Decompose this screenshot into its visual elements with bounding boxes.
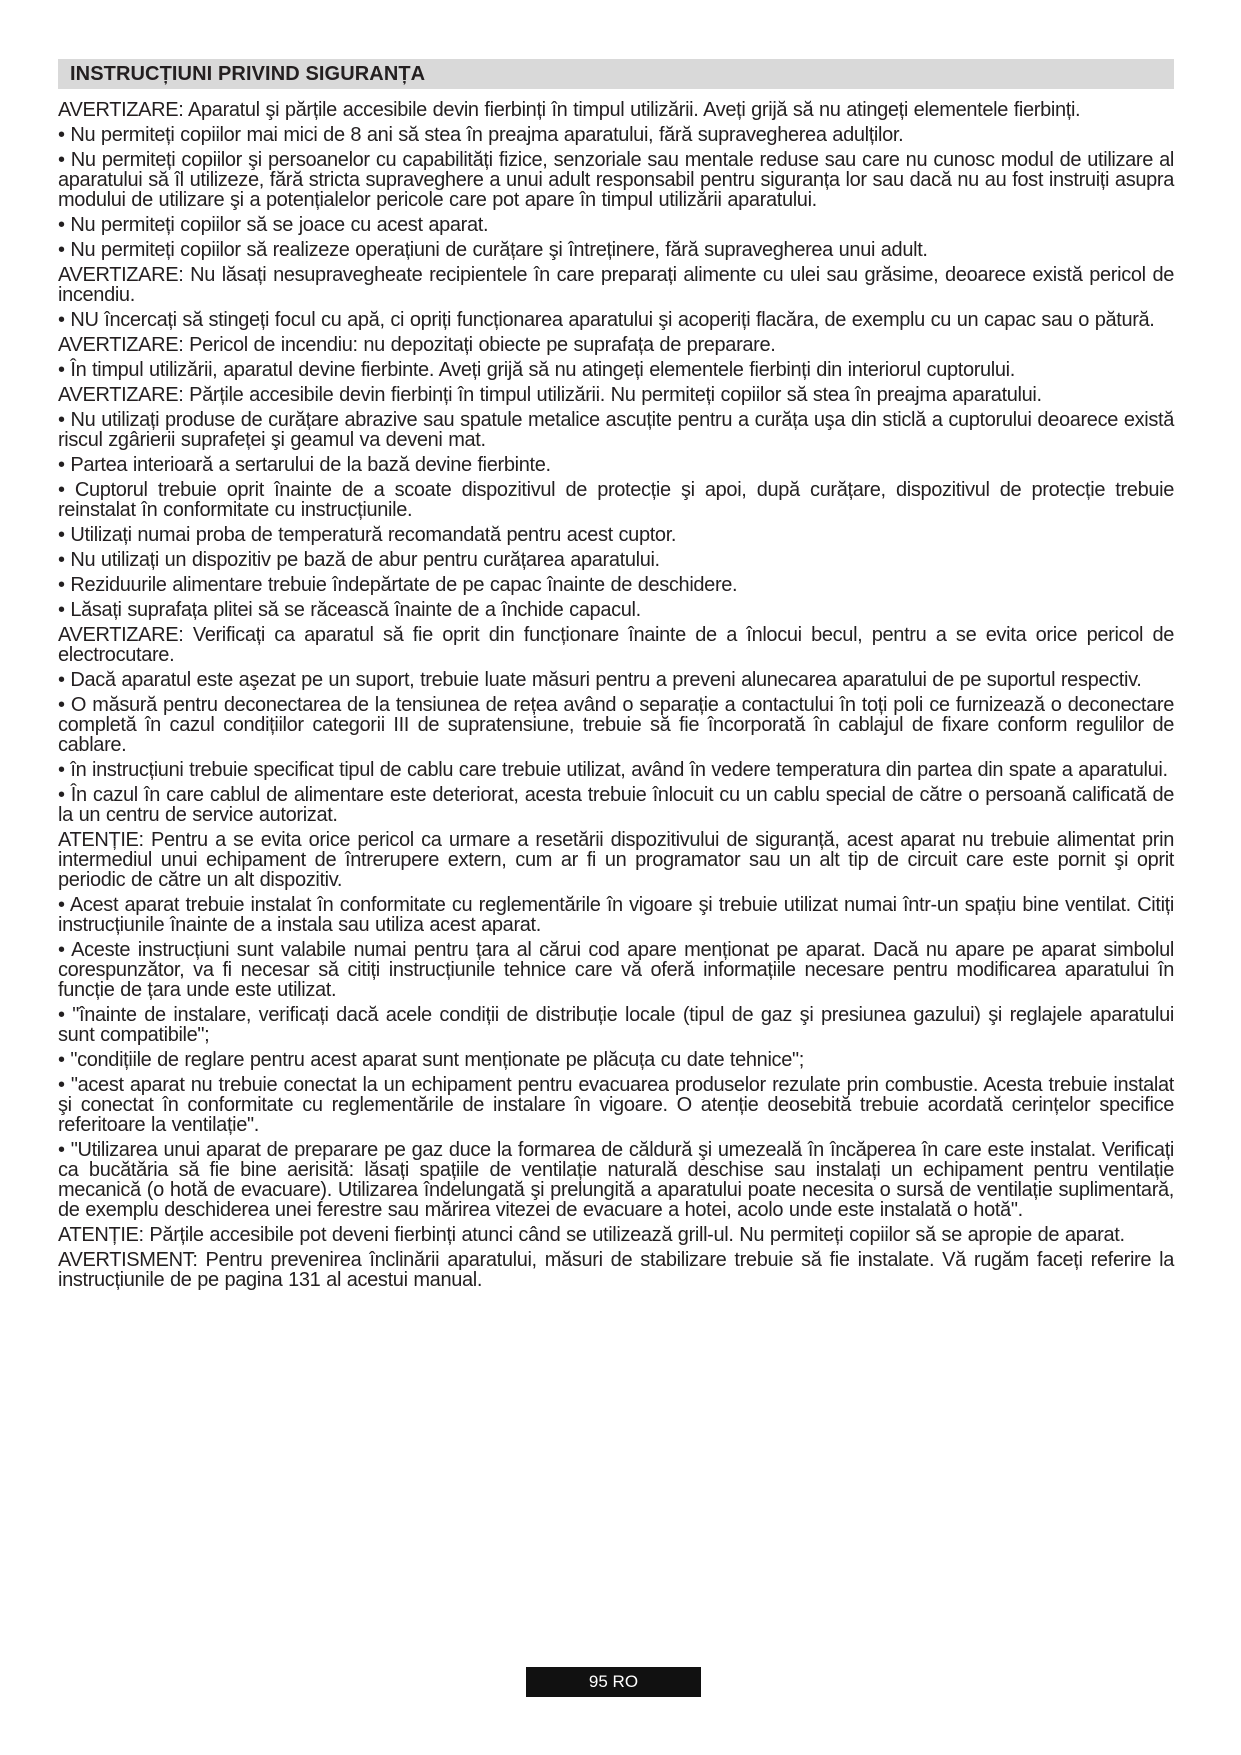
paragraph: AVERTIZARE: Verificați ca aparatul să fie oprit din funcționare înainte de a înlocui becul, pentru a se evita orice pericol de electrocutare. xyxy=(58,624,1174,666)
paragraph: • Nu permiteți copiilor mai mici de 8 ani să stea în preajma aparatului, fără supravegherea adulților. xyxy=(58,124,904,146)
paragraph: ATENȚIE: Părțile accesibile pot deveni fierbinți atunci când se utilizează grill-ul. Nu permiteți copiilor să se apropie de aparat. xyxy=(58,1224,1125,1246)
paragraph: • "acest aparat nu trebuie conectat la un echipament pentru evacuarea produselor rezulate prin combustie. Acesta trebuie instalat şi conectat în conformitate cu reglementările de instalare în vigoare. O atenție deosebită trebuie acordată cerințelor specifice referitoare la ventilație". xyxy=(58,1074,1174,1136)
paragraph: • Reziduurile alimentare trebuie îndepărtate de pe capac înainte de deschidere. xyxy=(58,574,738,596)
paragraph: • Utilizați numai proba de temperatură recomandată pentru acest cuptor. xyxy=(58,524,677,546)
paragraph: • NU încercați să stingeți focul cu apă, ci opriți funcționarea aparatului şi acoperiți flacăra, de exemplu cu un capac sau o pătură. xyxy=(58,309,1155,331)
paragraph: • Nu utilizați produse de curățare abrazive sau spatule metalice ascuțite pentru a curăța uşa din sticlă a cuptorului deoarece există riscul zgârierii suprafeței şi geamul va deveni mat. xyxy=(58,409,1174,451)
paragraph: AVERTIZARE: Pericol de incendiu: nu depozitați obiecte pe suprafața de preparare. xyxy=(58,334,776,356)
paragraph: • Dacă aparatul este aşezat pe un suport, trebuie luate măsuri pentru a preveni alunecarea aparatului de pe suportul respectiv. xyxy=(58,669,1142,691)
paragraph: • Nu permiteți copiilor şi persoanelor cu capabilități fizice, senzoriale sau mentale reduse sau care nu cunosc modul de utilizare al aparatului să îl utilizeze, fără stricta supraveghere a unui adult responsabil pentru siguranța lor sau dacă nu au fost instruiți asupra modului de utilizare şi a potențialelor pericole care pot apare în timpul utilizării aparatului. xyxy=(58,149,1174,211)
paragraph: • Nu permiteți copiilor să realizeze operațiuni de curățare şi întreținere, fără supravegherea unui adult. xyxy=(58,239,928,261)
paragraph: • Nu utilizați un dispozitiv pe bază de abur pentru curățarea aparatului. xyxy=(58,549,660,571)
paragraph: • "Utilizarea unui aparat de preparare pe gaz duce la formarea de căldură şi umezeală în încăperea în care este instalat. Verificați ca bucătăria să fie bine aerisită: lăsați spațiile de ventilație naturală deschise sau instalați un echipament pentru ventilație mecanică (o hotă de evacuare). Utilizarea îndelungată şi prelungită a aparatului poate necesita o sursă de ventilație suplimentară, de exemplu deschiderea unei ferestre sau mărirea vitezei de evacuare a hotei, acolo unde este instalată o hotă". xyxy=(58,1139,1174,1221)
section-header xyxy=(58,59,1174,89)
safety-instructions-body xyxy=(58,100,1174,1295)
paragraph: • Nu permiteți copiilor să se joace cu acest aparat. xyxy=(58,214,489,236)
paragraph: AVERTIZARE: Nu lăsați nesupravegheate recipientele în care preparați alimente cu ulei sau grăsime, deoarece există pericol de incendiu. xyxy=(58,264,1174,306)
paragraph: • În timpul utilizării, aparatul devine fierbinte. Aveți grijă să nu atingeți elementele fierbinți din interiorul cuptorului. xyxy=(58,359,1015,381)
paragraph: • Partea interioară a sertarului de la bază devine fierbinte. xyxy=(58,454,551,476)
paragraph: • Lăsați suprafața plitei să se răcească înainte de a închide capacul. xyxy=(58,599,641,621)
paragraph: • O măsură pentru deconectarea de la tensiunea de rețea având o separație a contactului în toți poli ce furnizează o deconectare completă în cazul condițiilor categorii III de supratensiune, trebuie să fie încorporată în cablajul de fixare conform regulilor de cablare. xyxy=(58,694,1174,756)
paragraph: AVERTISMENT: Pentru prevenirea înclinării aparatului, măsuri de stabilizare trebuie să fie instalate. Vă rugăm faceți referire la instrucțiunile de pe pagina 131 al acestui manual. xyxy=(58,1249,1174,1291)
paragraph: • Acest aparat trebuie instalat în conformitate cu reglementările în vigoare şi trebuie utilizat numai într-un spațiu bine ventilat. Citiți instrucțiunile înainte de a instala sau utiliza acest aparat. xyxy=(58,894,1174,936)
paragraph: • Aceste instrucțiuni sunt valabile numai pentru țara al cărui cod apare menționat pe aparat. Dacă nu apare pe aparat simbolul corespunzător, va fi necesar să citiți instrucțiunile tehnice care vă oferă informațiile necesare pentru modificarea aparatului în funcție de țara unde este utilizat. xyxy=(58,939,1174,1001)
paragraph: AVERTIZARE: Aparatul şi părțile accesibile devin fierbinți în timpul utilizării. Aveți grijă să nu atingeți elementele fierbinți. xyxy=(58,99,1081,121)
paragraph: • în instrucțiuni trebuie specificat tipul de cablu care trebuie utilizat, având în vedere temperatura din partea din spate a aparatului. xyxy=(58,759,1168,781)
paragraph: AVERTIZARE: Părțile accesibile devin fierbinți în timpul utilizării. Nu permiteți copiilor să stea în preajma aparatului. xyxy=(58,384,1042,406)
paragraph: ATENȚIE: Pentru a se evita orice pericol ca urmare a resetării dispozitivului de siguranță, acest aparat nu trebuie alimentat prin intermediul unui echipament de întrerupere extern, cum ar fi un programator sau un alt tip de circuit care este pornit şi oprit periodic de către un alt dispozitiv. xyxy=(58,829,1174,891)
page-number: 95 RO xyxy=(588,1672,639,1691)
section-title: INSTRUCȚIUNI PRIVIND SIGURANȚA xyxy=(70,63,426,85)
paragraph: • Cuptorul trebuie oprit înainte de a scoate dispozitivul de protecție şi apoi, după curățare, dispozitivul de protecție trebuie reinstalat în conformitate cu instrucțiunile. xyxy=(58,479,1174,521)
page-number-badge xyxy=(526,1667,701,1697)
paragraph: • În cazul în care cablul de alimentare este deteriorat, acesta trebuie înlocuit cu un cablu special de către o persoană calificată de la un centru de service autorizat. xyxy=(58,784,1174,826)
paragraph: • "condițiile de reglare pentru acest aparat sunt menționate pe plăcuța cu date tehnice"; xyxy=(58,1049,804,1071)
paragraph: • "înainte de instalare, verificați dacă acele condiții de distribuție locale (tipul de gaz şi presiunea gazului) şi reglajele aparatului sunt compatibile"; xyxy=(58,1004,1174,1046)
